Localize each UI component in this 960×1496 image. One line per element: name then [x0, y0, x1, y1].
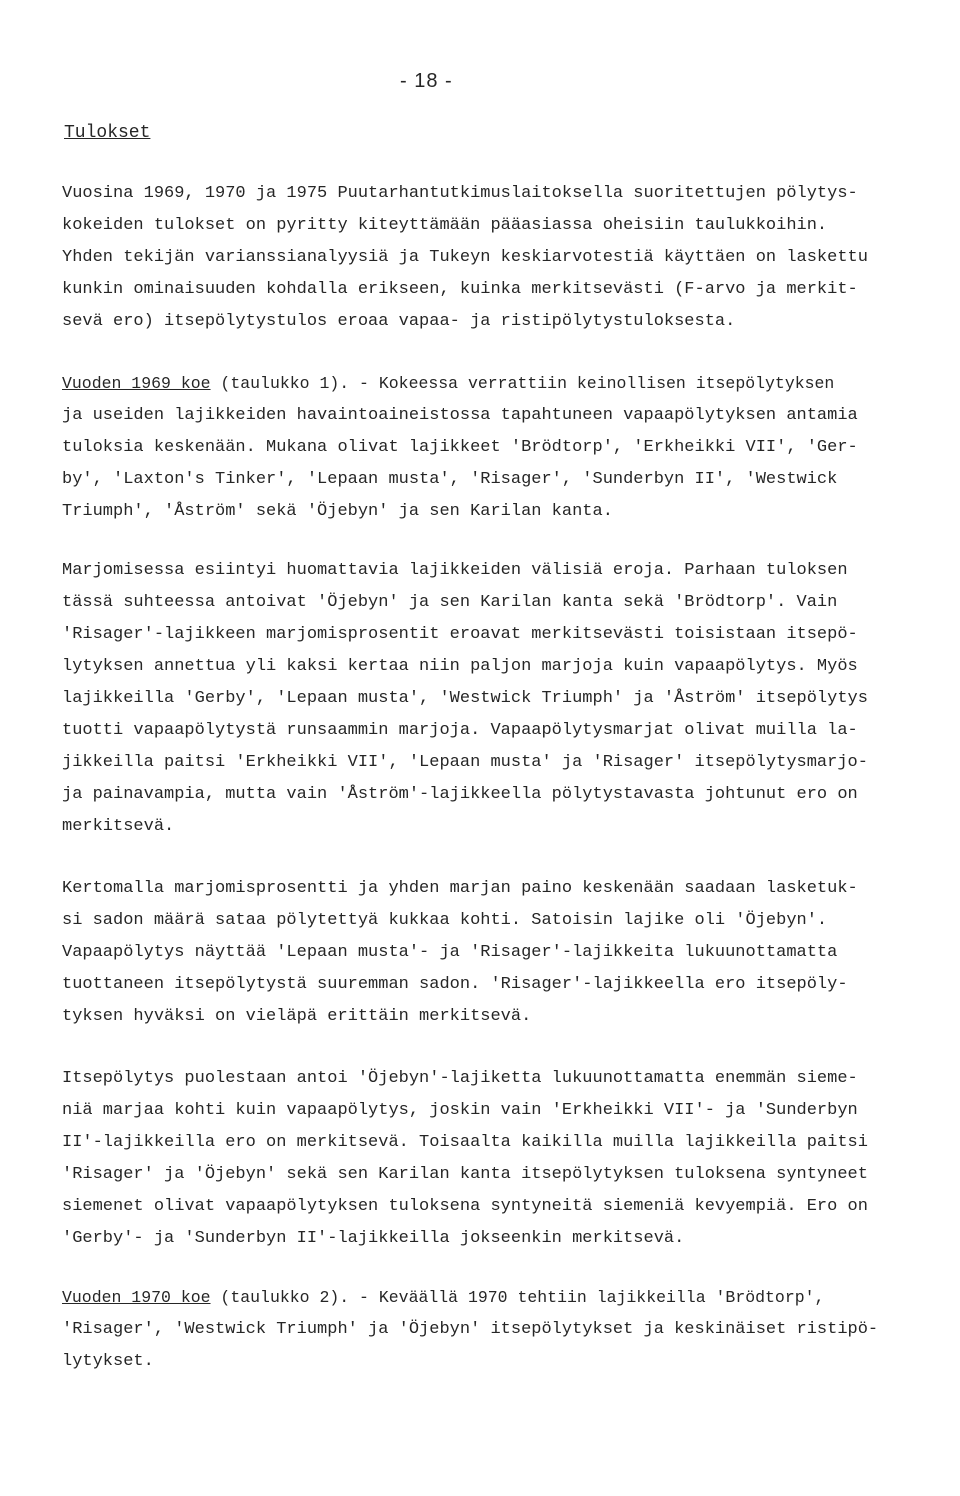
paragraph-1970-experiment	[62, 1282, 942, 1378]
text-line: Triumph', 'Åström' sekä 'Öjebyn' ja sen Karilan kanta.	[62, 502, 613, 521]
text-line: 'Risager' ja 'Öjebyn' sekä sen Karilan kanta itsepölytyksen tuloksena syntyneet	[62, 1165, 868, 1184]
text-line: Marjomisessa esiintyi huomattavia lajikkeiden välisiä eroja. Parhaan tuloksen	[62, 561, 848, 580]
paragraph-intro	[62, 178, 942, 338]
text-line: kokeiden tulokset on pyritty kiteyttämään pääasiassa oheisiin taulukkoihin.	[62, 216, 828, 235]
text-line: tuotti vapaapölytystä runsaammin marjoja. Vapaapölytysmarjat olivat muilla la-	[62, 721, 858, 740]
text-line: II'-lajikkeilla ero on merkitsevä. Toisaalta kaikilla muilla lajikkeilla paitsi	[62, 1133, 868, 1152]
text-line: tuloksia keskenään. Mukana olivat lajikkeet 'Brödtorp', 'Erkheikki VII', 'Ger-	[62, 438, 858, 457]
text-line: Kertomalla marjomisprosentti ja yhden marjan paino keskenään saadaan lasketuk-	[62, 879, 858, 898]
text-line: Yhden tekijän varianssianalyysiä ja Tukeyn keskiarvotestiä käyttäen on laskettu	[62, 248, 868, 267]
text-line	[62, 1282, 942, 1314]
paragraph-yield	[62, 873, 942, 1033]
text-line-rest: (taulukko 1). - Kokeessa verrattiin keinollisen itsepölytyksen	[210, 374, 835, 393]
text-line: 'Risager', 'Westwick Triumph' ja 'Öjebyn' itsepölytykset ja keskinäiset ristipö-	[62, 1320, 879, 1339]
subheading-1970: Vuoden 1970 koe	[62, 1288, 211, 1307]
text-line: si sadon määrä sataa pölytettyä kukkaa kohti. Satoisin lajike oli 'Öjebyn'.	[62, 911, 828, 930]
text-line: tässä suhteessa antoivat 'Öjebyn' ja sen Karilan kanta sekä 'Brödtorp'. Vain	[62, 593, 838, 612]
text-line	[62, 368, 942, 400]
paragraph-1969-experiment	[62, 368, 942, 528]
text-line: 'Risager'-lajikkeen marjomisprosentit eroavat merkitsevästi toisistaan itsepö-	[62, 625, 858, 644]
text-line: Itsepölytys puolestaan antoi 'Öjebyn'-lajiketta lukuunottamatta enemmän sieme-	[62, 1069, 858, 1088]
text-line: kunkin ominaisuuden kohdalla erikseen, kuinka merkitsevästi (F-arvo ja merkit-	[62, 280, 858, 299]
text-line: ja painavampia, mutta vain 'Åström'-lajikkeella pölytystavasta johtunut ero on	[62, 785, 858, 804]
text-line: sevä ero) itsepölytystulos eroaa vapaa- ja ristipölytystuloksesta.	[62, 312, 736, 331]
paragraph-fruit-set	[62, 555, 942, 843]
text-line: Vuosina 1969, 1970 ja 1975 Puutarhantutkimuslaitoksella suoritettujen pölytys-	[62, 184, 858, 203]
text-line: tuottaneen itsepölytystä suuremman sadon. 'Risager'-lajikkeella ero itsepöly-	[62, 975, 848, 994]
page-number: - 18 -	[400, 70, 453, 92]
text-line: 'Gerby'- ja 'Sunderbyn II'-lajikkeilla jokseenkin merkitsevä.	[62, 1229, 685, 1248]
text-line: by', 'Laxton's Tinker', 'Lepaan musta', 'Risager', 'Sunderbyn II', 'Westwick	[62, 470, 838, 489]
text-line: merkitsevä.	[62, 817, 175, 836]
section-heading: Tulokset	[64, 123, 151, 143]
text-line: lytyksen annettua yli kaksi kertaa niin paljon marjoja kuin vapaapölytys. Myös	[62, 657, 858, 676]
subheading-1969: Vuoden 1969 koe	[62, 374, 211, 393]
text-line: Vapaapölytys näyttää 'Lepaan musta'- ja 'Risager'-lajikkeita lukuunottamatta	[62, 943, 838, 962]
paragraph-seeds	[62, 1063, 942, 1255]
text-line: lytykset.	[62, 1352, 154, 1371]
text-line-rest: (taulukko 2). - Keväällä 1970 tehtiin lajikkeilla 'Brödtorp',	[210, 1288, 825, 1307]
text-line: lajikkeilla 'Gerby', 'Lepaan musta', 'Westwick Triumph' ja 'Åström' itsepölytys	[62, 689, 868, 708]
text-line: ja useiden lajikkeiden havaintoaineistossa tapahtuneen vapaapölytyksen antamia	[62, 406, 858, 425]
text-line: siemenet olivat vapaapölytyksen tuloksena syntyneitä siemeniä kevyempiä. Ero on	[62, 1197, 868, 1216]
text-line: tyksen hyväksi on vieläpä erittäin merkitsevä.	[62, 1007, 532, 1026]
text-line: jikkeilla paitsi 'Erkheikki VII', 'Lepaan musta' ja 'Risager' itsepölytysmarjo-	[62, 753, 868, 772]
text-line: niä marjaa kohti kuin vapaapölytys, joskin vain 'Erkheikki VII'- ja 'Sunderbyn	[62, 1101, 858, 1120]
